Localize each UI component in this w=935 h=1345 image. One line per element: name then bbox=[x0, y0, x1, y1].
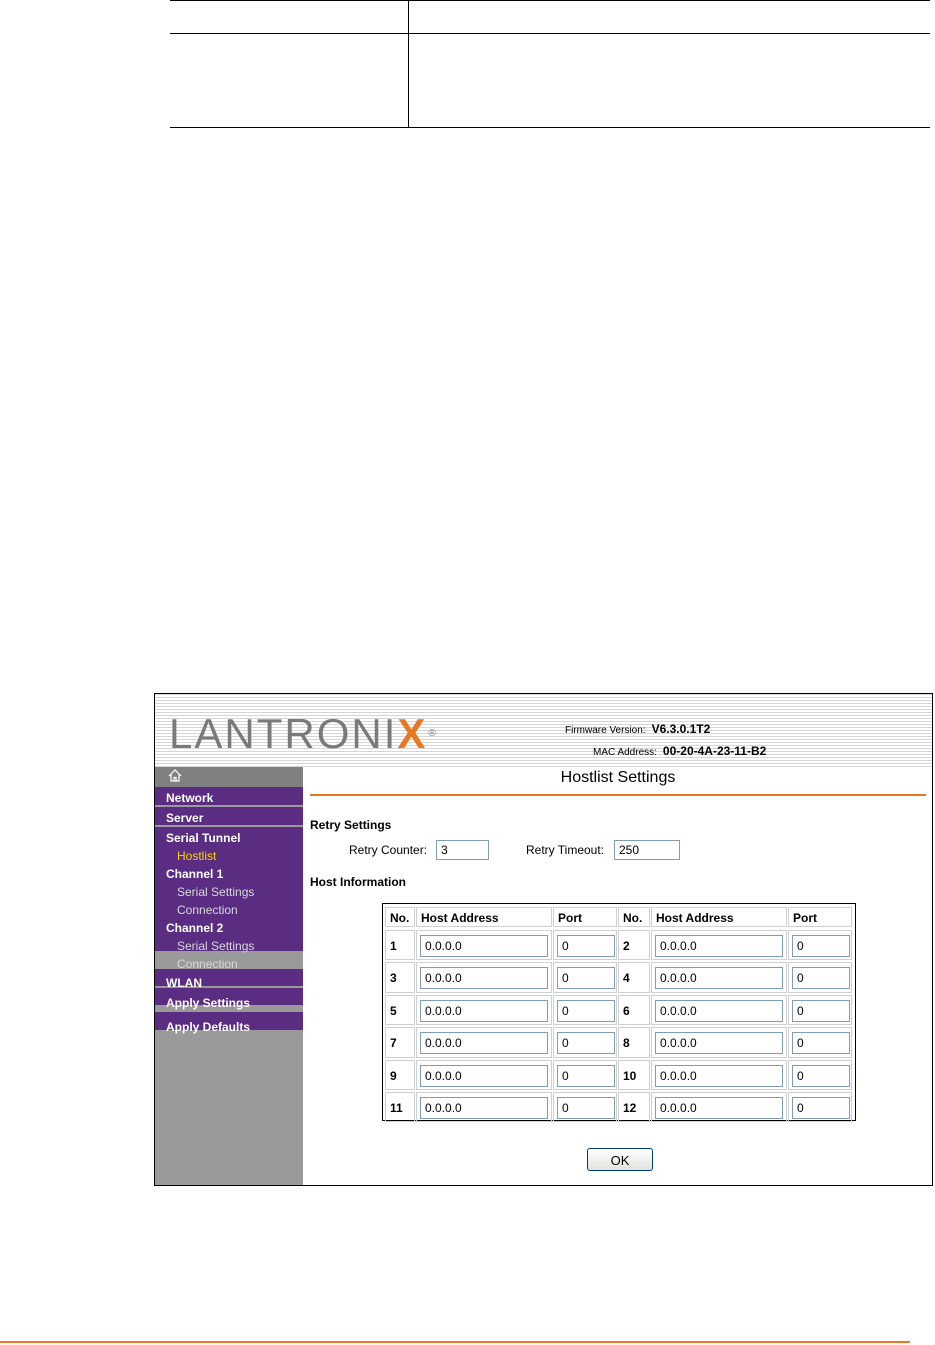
firmware-version bbox=[565, 722, 710, 736]
host-port-cell bbox=[788, 1060, 852, 1090]
host-port-cell bbox=[788, 1027, 852, 1057]
sidebar-item-ch1-serial-settings[interactable]: Serial Settings bbox=[177, 885, 255, 899]
host-number: 4 bbox=[623, 971, 630, 986]
column-header-cell bbox=[651, 907, 787, 927]
host-port-input[interactable] bbox=[792, 1097, 850, 1119]
column-header-cell bbox=[416, 907, 552, 927]
host-number: 7 bbox=[390, 1036, 397, 1051]
firmware-value: V6.3.0.1T2 bbox=[651, 722, 711, 736]
mac-label: MAC Address: bbox=[593, 747, 657, 758]
sidebar-item-serial-tunnel[interactable]: Serial Tunnel bbox=[166, 831, 241, 845]
host-number: 9 bbox=[390, 1068, 397, 1083]
column-header-cell bbox=[553, 907, 617, 927]
host-address-cell bbox=[416, 1092, 552, 1122]
column-header: Host Address bbox=[421, 911, 499, 925]
table-row bbox=[385, 1092, 415, 1122]
host-address-cell bbox=[651, 1027, 787, 1057]
sidebar-item-apply-defaults[interactable]: Apply Defaults bbox=[166, 1020, 251, 1034]
column-header: Port bbox=[558, 911, 582, 925]
host-address-cell bbox=[416, 1060, 552, 1090]
retry-counter-label: Retry Counter: bbox=[349, 843, 428, 857]
column-header: No. bbox=[390, 911, 410, 925]
host-port-cell bbox=[553, 1092, 617, 1122]
sidebar-nav bbox=[155, 767, 303, 1185]
host-port-input[interactable] bbox=[792, 1000, 850, 1022]
host-port-input[interactable] bbox=[557, 1000, 615, 1022]
host-port-input[interactable] bbox=[792, 1065, 850, 1087]
host-port-input[interactable] bbox=[557, 1032, 615, 1054]
retry-timeout-label: Retry Timeout: bbox=[526, 843, 605, 857]
host-port-input[interactable] bbox=[792, 967, 850, 989]
table-column-divider bbox=[408, 0, 409, 128]
host-address-cell bbox=[651, 995, 787, 1025]
host-address-input[interactable] bbox=[655, 967, 783, 989]
table-row bbox=[618, 1027, 650, 1057]
host-information-heading: Host Information bbox=[310, 875, 406, 889]
ok-button[interactable]: OK bbox=[587, 1148, 653, 1171]
host-address-cell bbox=[416, 995, 552, 1025]
table-rule-bottom bbox=[170, 127, 930, 128]
table-row bbox=[618, 930, 650, 960]
page-title: Hostlist Settings bbox=[560, 769, 676, 786]
sidebar-item-channel-1[interactable]: Channel 1 bbox=[166, 867, 224, 881]
host-address-cell bbox=[651, 930, 787, 960]
host-number: 12 bbox=[623, 1101, 637, 1115]
host-address-input[interactable] bbox=[655, 935, 783, 957]
column-header-cell bbox=[618, 907, 650, 927]
retry-settings-heading: Retry Settings bbox=[310, 818, 392, 832]
host-port-cell bbox=[553, 962, 617, 992]
table-row bbox=[618, 1060, 650, 1090]
column-header-cell bbox=[788, 907, 852, 927]
host-address-input[interactable] bbox=[655, 1097, 783, 1119]
host-number: 5 bbox=[390, 1003, 397, 1018]
host-port-input[interactable] bbox=[792, 1032, 850, 1054]
column-header: Host Address bbox=[656, 911, 734, 925]
host-number: 6 bbox=[623, 1003, 630, 1018]
host-address-cell bbox=[651, 1060, 787, 1090]
table-row bbox=[618, 1092, 650, 1122]
host-address-cell bbox=[416, 962, 552, 992]
table-row bbox=[385, 1060, 415, 1090]
host-port-input[interactable] bbox=[557, 1065, 615, 1087]
host-address-input[interactable] bbox=[420, 935, 548, 957]
host-port-cell bbox=[553, 995, 617, 1025]
host-address-input[interactable] bbox=[420, 1065, 548, 1087]
host-port-cell bbox=[788, 962, 852, 992]
host-number: 2 bbox=[623, 939, 630, 953]
table-row bbox=[385, 1027, 415, 1057]
retry-timeout-input[interactable] bbox=[614, 840, 680, 860]
host-port-input[interactable] bbox=[557, 1097, 615, 1119]
sidebar-item-ch2-connection[interactable]: Connection bbox=[177, 957, 238, 971]
host-address-input[interactable] bbox=[420, 1000, 548, 1022]
host-number: 1 bbox=[390, 939, 397, 953]
host-port-cell bbox=[553, 1060, 617, 1090]
title-divider bbox=[310, 794, 926, 796]
host-port-cell bbox=[553, 930, 617, 960]
table-row bbox=[385, 995, 415, 1025]
host-address-input[interactable] bbox=[655, 1065, 783, 1087]
sidebar-item-hostlist[interactable]: Hostlist bbox=[177, 849, 217, 863]
sidebar-item-ch2-serial-settings[interactable]: Serial Settings bbox=[177, 939, 255, 953]
host-address-input[interactable] bbox=[420, 1032, 548, 1054]
host-port-cell bbox=[788, 995, 852, 1025]
nav-separator bbox=[155, 805, 303, 807]
document-table bbox=[170, 0, 930, 128]
table-rule-top bbox=[170, 0, 930, 1]
sidebar-item-ch1-connection[interactable]: Connection bbox=[177, 903, 238, 917]
nav-separator bbox=[155, 825, 303, 827]
device-web-manager-screenshot bbox=[154, 693, 933, 1186]
host-address-input[interactable] bbox=[655, 1032, 783, 1054]
host-port-input[interactable] bbox=[557, 935, 615, 957]
sidebar-item-server[interactable]: Server bbox=[166, 811, 204, 825]
host-address-input[interactable] bbox=[420, 967, 548, 989]
host-port-input[interactable] bbox=[792, 935, 850, 957]
host-port-cell bbox=[788, 930, 852, 960]
host-address-cell bbox=[651, 962, 787, 992]
host-port-cell bbox=[553, 1027, 617, 1057]
host-number: 8 bbox=[623, 1036, 630, 1051]
table-rule-header bbox=[170, 33, 930, 34]
host-number: 10 bbox=[623, 1068, 637, 1083]
home-icon bbox=[167, 768, 183, 786]
host-address-input[interactable] bbox=[420, 1097, 548, 1119]
firmware-label: Firmware Version: bbox=[565, 725, 646, 736]
host-port-cell bbox=[788, 1092, 852, 1122]
column-header: No. bbox=[623, 911, 643, 925]
sidebar-item-apply-settings[interactable]: Apply Settings bbox=[166, 996, 251, 1010]
header-banner bbox=[155, 694, 932, 767]
host-number: 11 bbox=[390, 1101, 403, 1115]
host-table bbox=[382, 903, 856, 1121]
mac-address bbox=[593, 744, 766, 758]
table-row bbox=[618, 995, 650, 1025]
retry-counter-input[interactable] bbox=[436, 840, 489, 860]
table-row bbox=[385, 930, 415, 960]
footer-rule bbox=[0, 1341, 910, 1343]
host-port-input[interactable] bbox=[557, 967, 615, 989]
sidebar-item-channel-2[interactable]: Channel 2 bbox=[166, 921, 224, 935]
home-link[interactable] bbox=[155, 767, 303, 787]
host-address-input[interactable] bbox=[655, 1000, 783, 1022]
sidebar-item-wlan[interactable]: WLAN bbox=[166, 976, 202, 990]
main-content bbox=[304, 767, 932, 1185]
host-address-cell bbox=[651, 1092, 787, 1122]
table-row bbox=[618, 962, 650, 992]
host-number: 3 bbox=[390, 971, 397, 986]
mac-value: 00-20-4A-23-11-B2 bbox=[662, 744, 767, 758]
sidebar-item-network[interactable]: Network bbox=[166, 791, 214, 805]
lantronix-logo: LANTRONIX® bbox=[169, 710, 438, 757]
table-row bbox=[385, 962, 415, 992]
host-address-cell bbox=[416, 1027, 552, 1057]
host-address-cell bbox=[416, 930, 552, 960]
column-header-cell bbox=[385, 907, 415, 927]
column-header: Port bbox=[793, 911, 817, 925]
